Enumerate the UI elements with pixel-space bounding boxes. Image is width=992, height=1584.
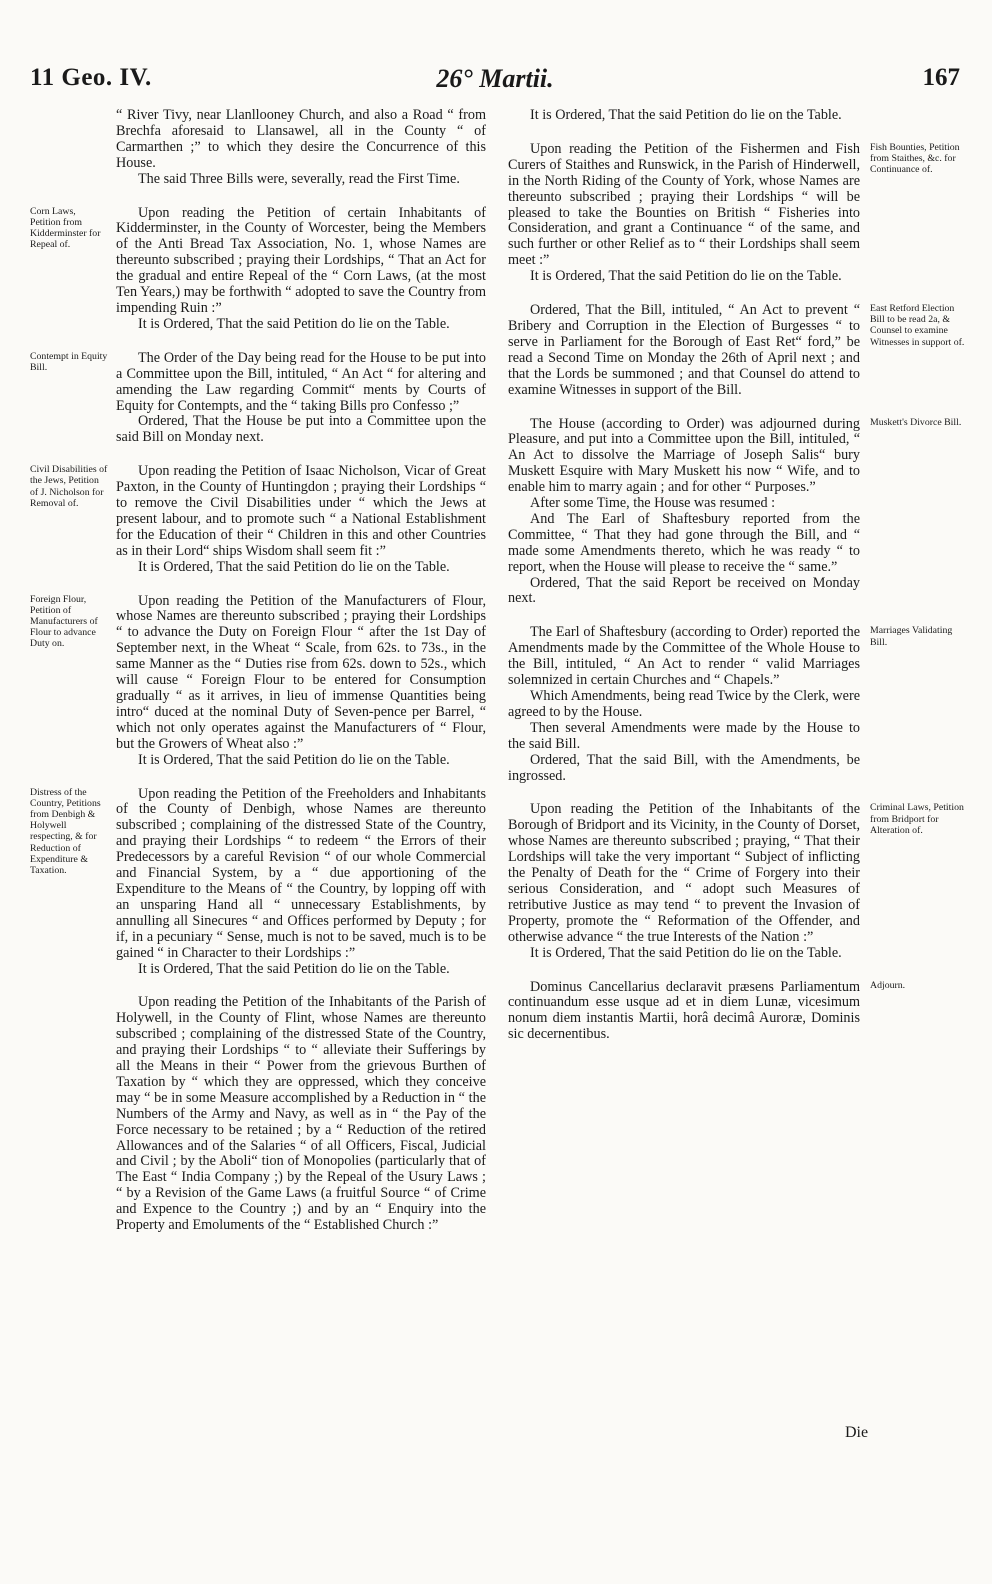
paragraph: Which Amendments, being read Twice by the Clerk, were agreed to by the House. — [508, 688, 860, 720]
paragraph: The Order of the Day being read for the House to be put into a Committee upon the Bill, intituled, “ An Act “ for altering and amending the Law regarding Commit“ ments by Courts of Equity for Contempts, and the “ taking Bills pro Confesso ;” — [116, 349, 486, 414]
catchword: Die — [845, 1424, 869, 1441]
entry-block — [30, 463, 486, 575]
paragraph: It is Ordered, That the said Petition do lie on the Table. — [530, 107, 842, 123]
paragraph: Upon reading the Petition of Isaac Nicholson, Vicar of Great Paxton, in the County of Huntingdon ; praying their Lordships “ to remove the Civil Disabilities under “ which the Jews at present labour, and to promote such “ a National Establishment for the Education of their “ Children in this and other Countries as in their Lord“ ships Wisdom shall seem fit :” — [116, 463, 486, 559]
paragraph: “ River Tivy, near Llanllooney Church, and also a Road “ from Brechfa aforesaid to Llansawel, all in the County “ of Carmarthen ;” to which they desire the Concurrence of this House. — [116, 107, 486, 171]
margin-note: Contempt in Equity Bill. — [30, 350, 108, 373]
paragraph: It is Ordered, That the said Petition do lie on the Table. — [530, 944, 842, 961]
paragraph: Upon reading the Petition of the Freeholders and Inhabitants of the County of Denbigh, whose Names are thereunto subscribed ; complaining of the distressed State of the Country, and praying their Lordships “ to redeem “ the Errors of their Predecessors by a careful Revision “ of our whole Commercial and Financial System, by a “ due apportioning of the Expenditure to the Means of “ the Country, by lopping off with an unsparing Hand all “ unnecessary Establishments, by annulling all Sinecures “ and Offices performed by Deputy ; for if, in a pecuniary “ Sense, much is not to be saved, much is to be gained “ in Character to their Lordships :” — [116, 785, 486, 961]
entry-block — [30, 204, 486, 333]
paragraph: It is Ordered, That the said Petition do lie on the Table. — [138, 558, 450, 575]
margin-note: Marriages Validating Bill. — [870, 625, 953, 648]
date-heading: 26° Martii. — [436, 64, 554, 93]
margin-note: Distress of the Country, Petitions from Denbigh & Holywell respecting, & for Reduction of Expenditure & Taxation. — [30, 786, 101, 876]
entry-block — [30, 785, 486, 978]
left-column — [30, 107, 486, 1252]
paragraph: Ordered, That the said Report be received on Monday next. — [508, 574, 860, 607]
paragraph: Upon reading the Petition of the Fishermen and Fish Curers of Staithes and Runswick, in the Parish of Hinderwell, in the North Riding of the County of York, whose Names are thereunto subscribed ; praying their Lordships “ will be pleased to take the Bounties on British “ Fisheries into Consideration, and grant a Continuance “ of the same, and such further or other Relief as to “ their Lordships shall seem meet :” — [508, 140, 860, 269]
paragraph: Ordered, That the Bill, intituled, “ An Act to prevent “ Bribery and Corruption in the Election of Burgesses “ to serve in Parliament for the Borough of East Ret“ ford,” be read a Second Time on Monday the 26th of April next ; and that the Lords be summoned ; and that Counsel do attend to examine Witnesses in support of the Bill. — [508, 302, 860, 398]
paragraph: Upon reading the Petition of the Inhabitants of the Borough of Bridport and its Vicinity, in the County of Dorset, whose Names are thereunto subscribed ; praying, “ That their Lordships will take the very important “ Subject of inflicting the Penalty of Death for the “ Crime of Forgery into their serious Consideration, and “ adopt such Measures of retributive Justice as may tend “ to prevent the Invasion of Property, promote the “ Reformation of the Offender, and otherwise advance “ the true Interests of the Nation :” — [508, 801, 860, 945]
paragraph: The Earl of Shaftesbury (according to Order) reported the Amendments made by the Committee of the Whole House to the Bill, intituled, “ An Act to render “ valid Marriages solemnized in certain Churches and “ Chapels.” — [508, 624, 860, 689]
margin-note: East Retford Election Bill to be read 2a, & Counsel to examine Witnesses in support of. — [870, 303, 965, 348]
paragraph: The House (according to Order) was adjourned during Pleasure, and put into a Committee upon the Bill, intituled, “ An Act to dissolve the Marriage of Joseph Salis“ bury Muskett Esquire with Mary Muskett his now “ Wife, and to enable him to marry again ; and for other “ Purposes.” — [508, 415, 860, 496]
paragraph: It is Ordered, That the said Petition do lie on the Table. — [138, 960, 450, 977]
paragraph: And The Earl of Shaftesbury reported from the Committee, “ That they had gone through the Bill, and “ made some Amendments thereto, which he was ready “ to report, when the House will please to receive the “ same.” — [508, 510, 860, 575]
paragraph: It is Ordered, That the said Petition do lie on the Table. — [530, 268, 842, 285]
margin-note: Civil Disabilities of the Jews, Petition of J. Nicholson for Removal of. — [30, 464, 108, 509]
paragraph: Then several Amendments were made by the House to the said Bill. — [508, 719, 860, 752]
paragraph: Upon reading the Petition of the Inhabitants of the Parish of Holywell, in the County of Flint, whose Names are thereunto subscribed ; complaining of the distressed State of the Country, and praying their Lordships “ to “ alleviate their Sufferings by all the Means in their “ Power from the grievous Burthen of Taxation by “ which they are oppressed, which they conceive may “ be in some Measure accomplished by a Reduction in “ the Numbers of the Army and Navy, as well as in “ the Pay of the Force necessary to be retained ; by a “ Reduction of the retired Allowances and of the Salaries “ of all Officers, Fiscal, Judicial and Civil ; by the Aboli“ tion of Monopolies (particularly that of The East “ India Company ;) by the Repeal of the Usury Laws ; “ by a Revision of the Game Laws (a fruitful Source “ of Crime and Expence to the Country ;) and by an “ Enquiry into the Property and Emoluments of the “ Established Church :” — [116, 994, 486, 1234]
paragraph: Ordered, That the said Bill, with the Amendments, be ingrossed. — [508, 751, 860, 784]
entry-block — [508, 140, 960, 285]
paragraph: Ordered, That the House be put into a Committee upon the said Bill on Monday next. — [116, 413, 486, 446]
entry-block — [508, 302, 965, 398]
entry-block — [30, 592, 486, 769]
entry-block — [116, 108, 486, 188]
paragraph: The said Three Bills were, severally, read the First Time. — [138, 170, 460, 187]
margin-note: Adjourn. — [870, 979, 906, 991]
paragraph: Upon reading the Petition of the Manufacturers of Flour, whose Names are thereunto subscribed ; praying their Lordships “ to advance the Duty on Foreign Flour “ after the 1st Day of September next, in the Wheat “ Scale, from 62s. to 73s., in the same Manner as the “ Duties rise from 62s. down to 52s., which will cause “ Foreign Flour to be entered for Consumption gradually “ as it arrives, in lieu of immense Quantities being intro“ duced at the nominal Duty of Seven-pence per Barrel, “ which not only operates against the Manufacturers of “ Flour, but the Growers of Wheat also :” — [116, 592, 486, 752]
entry-block — [508, 801, 964, 961]
margin-note: Muskett's Divorce Bill. — [870, 416, 962, 428]
paragraph: Upon reading the Petition of certain Inhabitants of Kidderminster, in the County of Worcester, being the Members of the Anti Bread Tax Association, No. 1, whose Names are thereunto subscribed ; praying their Lordships, “ That an Act for the gradual and entire Repeal of the “ Corn Laws, (at the most Ten Years,) may be forthwith “ adopted to save the Country from impending Ruin :” — [116, 204, 486, 316]
page-header — [30, 64, 960, 104]
entry-block — [508, 624, 953, 784]
regnal-year: 11 Geo. IV. — [30, 64, 152, 91]
entry-block — [508, 108, 860, 124]
page-number: 167 — [922, 64, 960, 91]
right-column — [508, 107, 965, 1061]
entry-block — [116, 995, 486, 1234]
paragraph: It is Ordered, That the said Petition do lie on the Table. — [138, 315, 450, 332]
entry-block — [508, 978, 906, 1044]
paragraph: It is Ordered, That the said Petition do lie on the Table. — [138, 751, 450, 768]
margin-note: Corn Laws, Petition from Kidderminster for Repeal of. — [30, 205, 101, 251]
margin-note: Criminal Laws, Petition from Bridport for Alteration of. — [870, 802, 964, 836]
margin-note: Fish Bounties, Petition from Staithes, &c. for Continuance of. — [870, 141, 960, 176]
paragraph: Dominus Cancellarius declaravit præsens Parliamentum continuandum esse usque ad et in diem Lunæ, vicesimum nonum diem instantis Martii, horâ decimâ Auroræ, Dominis sic decernentibus. — [508, 978, 860, 1043]
margin-note: Foreign Flour, Petition of Manufacturers of Flour to advance Duty on. — [30, 593, 98, 650]
entry-block — [508, 415, 962, 608]
paragraph: After some Time, the House was resumed : — [530, 495, 776, 512]
entry-block — [30, 349, 486, 446]
